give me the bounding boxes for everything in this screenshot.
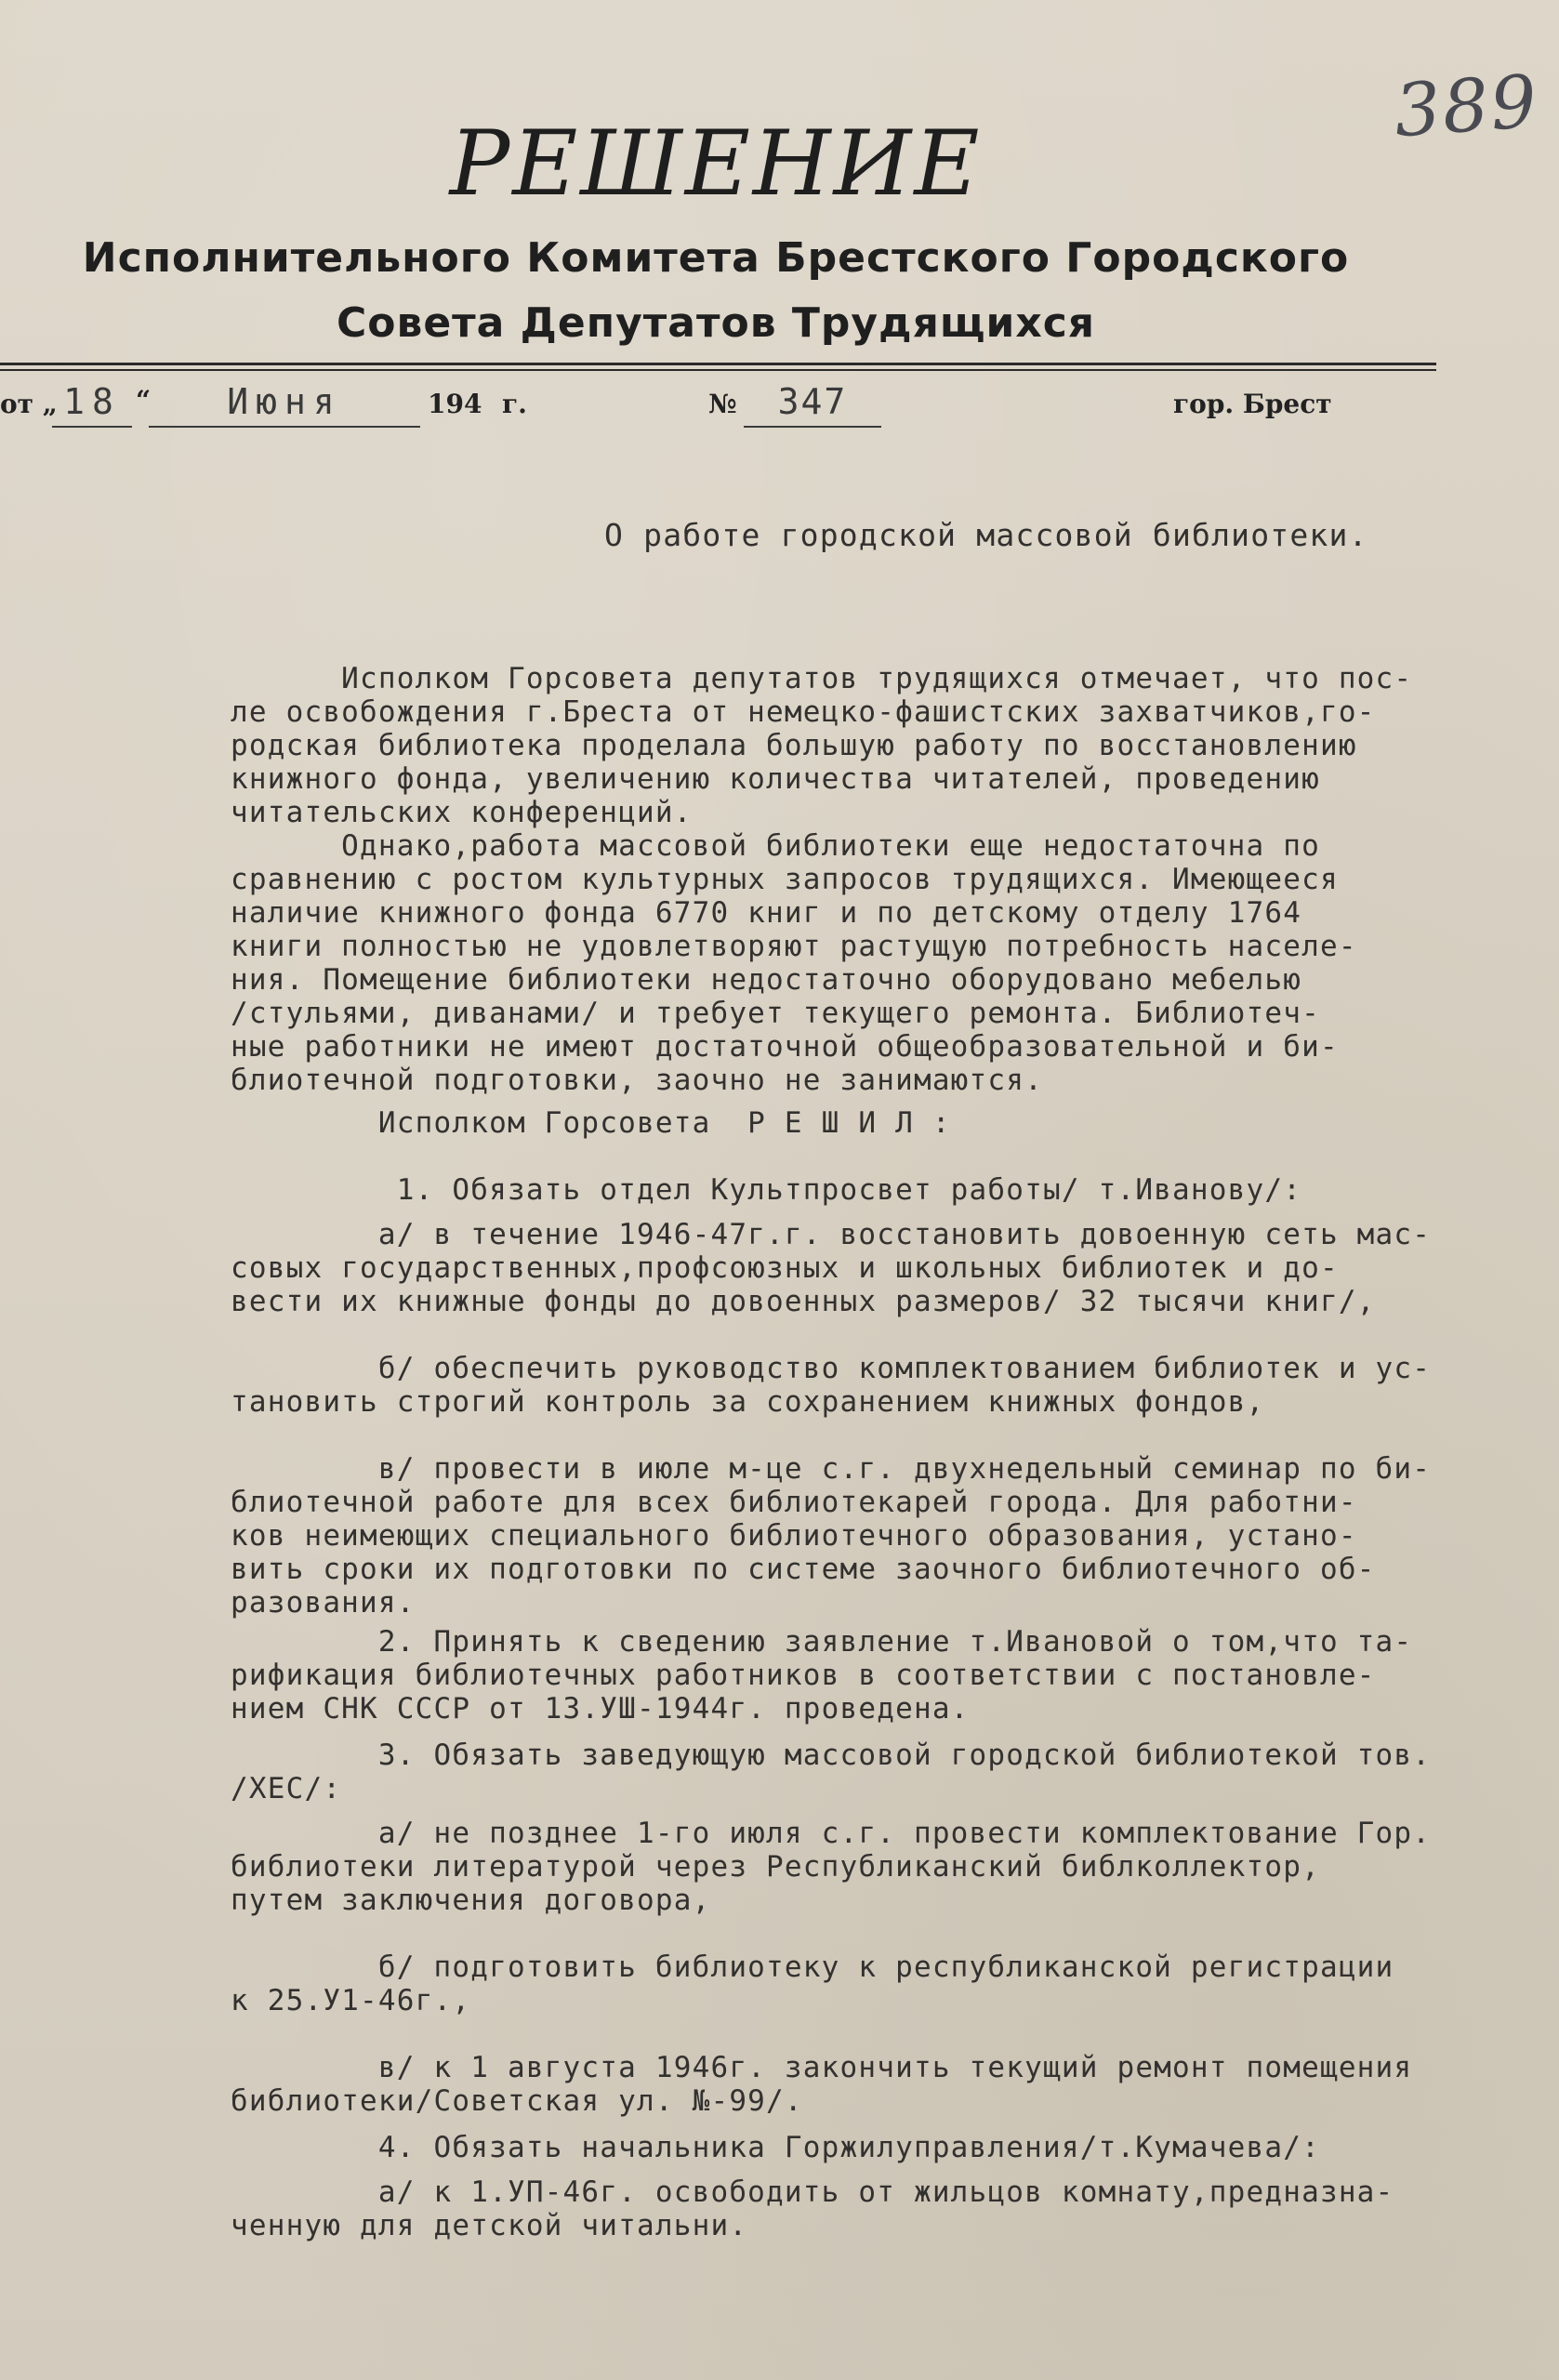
body-line: а/ в течение 1946-47г.г. восстановить довоенную сеть мас- [231,1218,1432,1251]
body-line [231,1419,1513,1452]
number-label: № [708,389,737,419]
body-line [231,1318,1513,1352]
body-line: книжного фонда, увеличению количества читателей, проведению [231,762,1320,796]
city-label: гор. Брест [1173,389,1332,419]
body-line: блиотечной подготовки, заочно не занимаются. [231,1064,1043,1097]
body-line: ков неимеющих специального библиотечного образования, устано- [231,1519,1357,1553]
body-line: совых государственных,профсоюзных и школьных библиотек и до- [231,1251,1339,1285]
date-day-field: 18 [52,381,132,428]
body-line: библиотеки/Советская ул. №-99/. [231,2084,803,2118]
date-year-suffix: г. [502,389,527,419]
body-line: нием СНК СССР от 13.УШ-1944г. проведена. [231,1692,970,1726]
body-line: 1. Обязать отдел Культпросвет работы/ т.Иванову/: [231,1173,1302,1207]
header-rule [0,363,1436,365]
body-line: вить сроки их подготовки по системе заочного библиотечного об- [231,1553,1376,1586]
body-line: в/ провести в июле м-це с.г. двухнедельный семинар по би- [231,1452,1432,1486]
body-line: Однако,работа массовой библиотеки еще недостаточна по [231,829,1320,863]
body-line: ченную для детской читальни. [231,2209,748,2242]
date-prefix: от „ [0,389,58,419]
date-month-field: Июня [149,381,420,428]
body-line: б/ подготовить библиотеку к республиканской регистрации [231,1950,1394,1984]
body-line: в/ к 1 августа 1946г. закончить текущий ремонт помещения [231,2051,1413,2084]
body-line: ные работники не имеют достаточной общеобразовательной и би- [231,1030,1339,1064]
body-line: блиотечной работе для всех библиотекарей города. Для работни- [231,1486,1357,1519]
date-day-close: “ [136,385,152,416]
body-line: библиотеки литературой через Республиканский библколлектор, [231,1850,1320,1884]
body-line: 2. Принять к сведению заявление т.Ивановой о том,что та- [231,1625,1413,1659]
body-line: а/ не позднее 1-го июля с.г. провести комплектование Гор. [231,1817,1432,1850]
body-line: сравнению с ростом культурных запросов трудящихся. Имеющееся [231,863,1339,896]
organization-line-1: Исполнительного Комитета Брестского Городского [82,234,1350,282]
document-title: РЕШЕНИЕ [449,112,983,216]
body-line: тановить строгий контроль за сохранением книжных фондов, [231,1385,1265,1419]
body-line: Исполком Горсовета Р Е Ш И Л : [231,1106,951,1140]
body-line: а/ к 1.УП-46г. освободить от жильцов комнату,предназна- [231,2175,1394,2209]
document-number-field: 347 [744,381,881,428]
body-line: 3. Обязать заведующую массовой городской библиотекой тов. [231,1739,1432,1772]
header-rule-thin [0,369,1436,371]
body-line: /стульями, диванами/ и требует текущего ремонта. Библиотеч- [231,997,1320,1030]
body-line [231,1140,1513,1173]
body-line [231,1917,1513,1950]
document-body [231,662,1513,2242]
body-line: 4. Обязать начальника Горжилуправления/т.Кумачева/: [231,2131,1320,2164]
body-line: ния. Помещение библиотеки недостаточно оборудовано мебелью [231,963,1302,997]
body-line: путем заключения договора, [231,1884,711,1917]
document-subject: О работе городской массовой библиотеки. [604,517,1368,553]
body-line: читательских конференций. [231,796,693,829]
body-line: родская библиотека проделала большую работу по восстановлению [231,729,1357,762]
body-line: наличие книжного фонда 6770 книг и по детскому отделу 1764 [231,896,1302,930]
organization-line-2: Совета Депутатов Трудящихся [336,299,1096,347]
body-line: /ХЕС/: [231,1772,342,1805]
body-line: рификация библиотечных работников в соответствии с постановле- [231,1659,1376,1692]
body-line [231,2017,1513,2051]
body-line: ле освобождения г.Бреста от немецко-фашистских захватчиков,го- [231,695,1376,729]
body-line: б/ обеспечить руководство комплектованием библиотек и ус- [231,1352,1432,1385]
body-line: Исполком Горсовета депутатов трудящихся отмечает, что пос- [231,662,1413,695]
body-line: вести их книжные фонды до довоенных размеров/ 32 тысячи книг/, [231,1285,1376,1318]
body-line: разования. [231,1586,416,1620]
folio-number: 389 [1392,60,1541,154]
body-line: книги полностью не удовлетворяют растущую потребность населе- [231,930,1357,963]
date-year: 194 [428,389,482,419]
body-line: к 25.У1-46г., [231,1984,471,2017]
